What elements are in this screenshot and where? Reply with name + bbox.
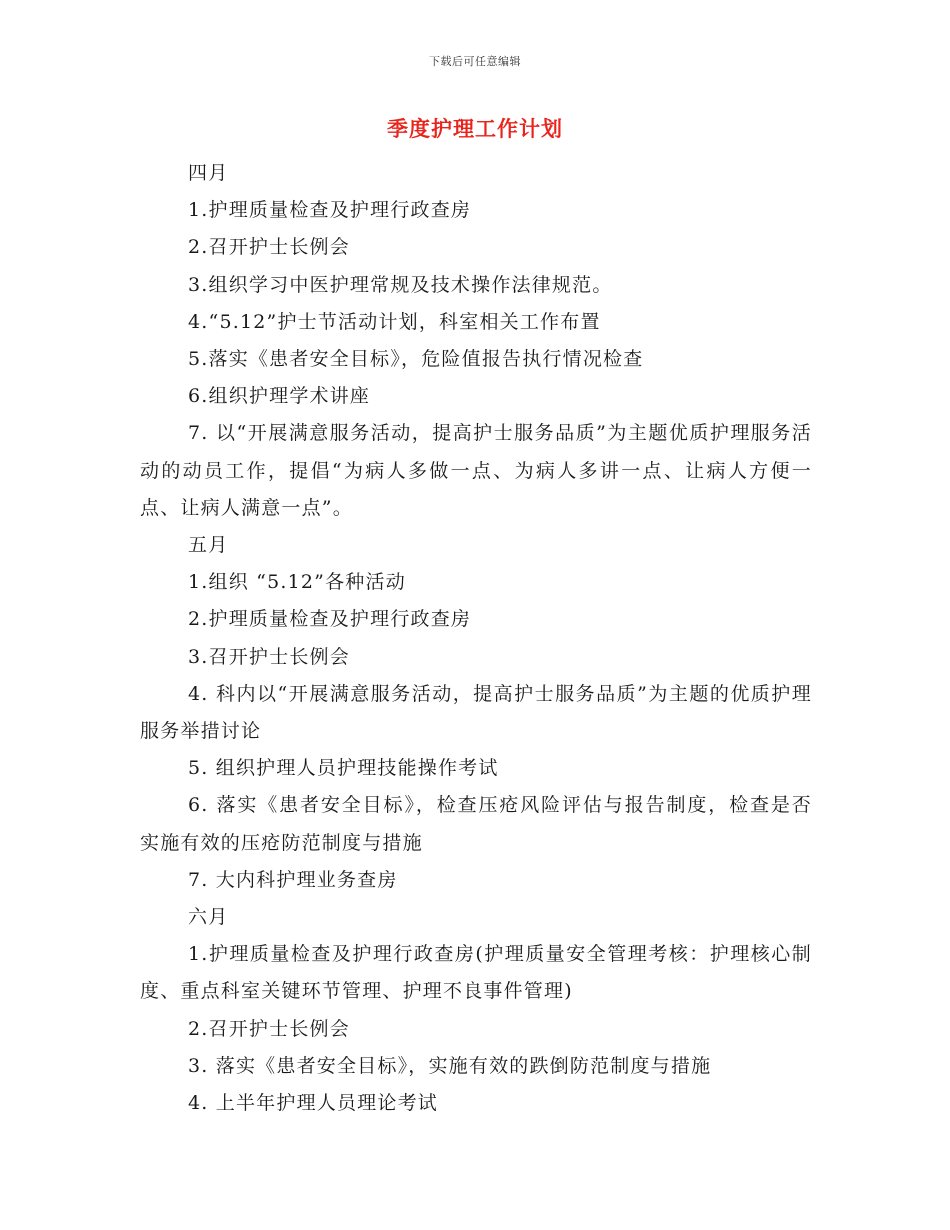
month-heading-may: 五月 [188, 534, 229, 557]
april-item-2: 2.召开护士长例会 [188, 236, 350, 259]
april-item-4: 4.“5.12”护士节活动计划，科室相关工作布置 [188, 310, 601, 333]
june-item-4: 4. 上半年护理人员理论考试 [188, 1092, 438, 1115]
month-heading-april: 四月 [188, 162, 229, 184]
may-item-1: 1.组织 “5.12”各种活动 [188, 571, 406, 594]
june-item-3: 3. 落实《患者安全目标》，实施有效的跌倒防范制度与措施 [188, 1054, 712, 1077]
document-body [140, 155, 812, 1122]
header-note: 下载后可任意编辑 [429, 55, 521, 68]
june-item-2: 2.召开护士长例会 [188, 1017, 350, 1040]
june-item-1: 1.护理质量检查及护理行政查房(护理质量安全管理考核：护理核心制度、重点科室关键环节管理、护理不良事件管理) [140, 943, 812, 1003]
page-title: 季度护理工作计划 [387, 117, 563, 141]
may-item-3: 3.召开护士长例会 [188, 645, 350, 668]
april-item-5: 5.落实《患者安全目标》，危险值报告执行情况检查 [188, 348, 644, 371]
may-item-4: 4. 科内以“开展满意服务活动，提高护士服务品质”为主题的优质护理服务举措讨论 [140, 682, 812, 743]
may-item-6: 6. 落实《患者安全目标》，检查压疮风险评估与报告制度，检查是否实施有效的压疮防范制度与措施 [140, 794, 812, 854]
month-heading-june: 六月 [188, 906, 229, 929]
may-item-7: 7. 大内科护理业务查房 [188, 868, 398, 891]
april-item-7: 7. 以“开展满意服务活动，提高护士服务品质”为主题优质护理服务活动的动员工作，提倡“为病人多做一点、为病人多讲一点、让病人方便一点、让病人满意一点”。 [140, 422, 812, 519]
april-item-3: 3.组织学习中医护理常规及技术操作法律规范。 [188, 273, 613, 296]
april-item-6: 6.组织护理学术讲座 [188, 385, 371, 408]
may-item-5: 5. 组织护理人员护理技能操作考试 [188, 757, 499, 780]
may-item-2: 2.护理质量检查及护理行政查房 [188, 608, 472, 631]
april-item-1: 1.护理质量检查及护理行政查房 [188, 199, 472, 222]
